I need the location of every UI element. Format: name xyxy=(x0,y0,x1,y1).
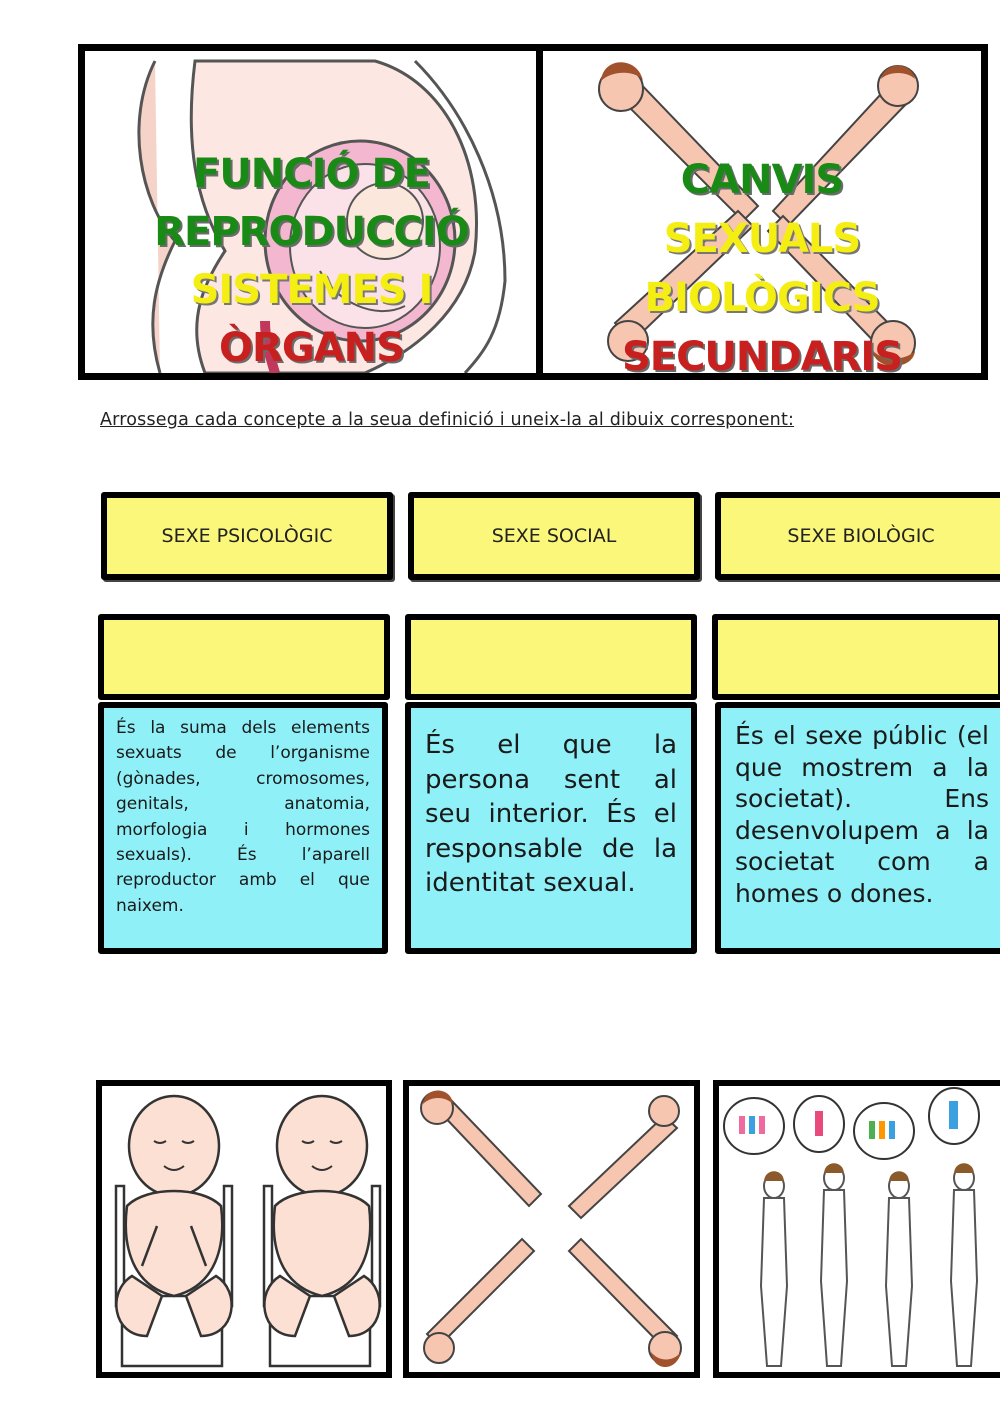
title-line: SISTEMES I xyxy=(190,267,433,313)
title-line: BIOLÒGICS xyxy=(644,275,880,321)
definition-card-3: És el sexe públic (el que mostrem a la societat). Ens desenvolupem a la societat com a homes o dones. xyxy=(715,702,1000,954)
title-line: CANVIS xyxy=(680,157,844,203)
title-line: REPRODUCCIÓ xyxy=(154,209,469,255)
instruction-text: Arrossega cada concepte a la seua definició i uneix-la al dibuix corresponent: xyxy=(100,410,795,430)
picture-card-adults[interactable] xyxy=(713,1080,1000,1378)
header-card-secondary-changes xyxy=(536,44,988,380)
picture-card-babies[interactable] xyxy=(96,1080,392,1378)
header-right-title xyxy=(543,151,981,380)
title-line: ÒRGANS xyxy=(219,325,404,371)
title-line: SEXUALS xyxy=(663,216,861,262)
two-babies-illustration xyxy=(102,1086,386,1372)
drop-zone-3[interactable] xyxy=(712,614,1000,700)
title-line: FUNCIÓ DE xyxy=(193,151,430,197)
four-bodies-cross-illustration xyxy=(409,1086,694,1372)
concept-card-psychological[interactable]: SEXE PSICOLÒGIC xyxy=(101,492,393,580)
picture-card-bodies[interactable] xyxy=(403,1080,700,1378)
title-line: SECUNDARIS xyxy=(621,334,903,380)
definition-card-1: És la suma dels elements sexuats de l’organisme (gònades, cromosomes, genitals, anatomia, morfologia i hormones sexuals). És l’aparell reproductor amb el que naixem. xyxy=(98,702,388,954)
drop-zone-2[interactable] xyxy=(405,614,697,700)
header-left-title xyxy=(85,145,538,377)
drop-zone-1[interactable] xyxy=(98,614,390,700)
concept-card-biological[interactable]: SEXE BIOLÒGIC xyxy=(715,492,1000,580)
adults-thought-bubbles-illustration xyxy=(719,1086,1000,1372)
header-card-reproduction xyxy=(78,44,545,380)
concept-card-social[interactable]: SEXE SOCIAL xyxy=(408,492,700,580)
definition-card-2: És el que la persona sent al seu interior. És el responsable de la identitat sexual. xyxy=(405,702,697,954)
